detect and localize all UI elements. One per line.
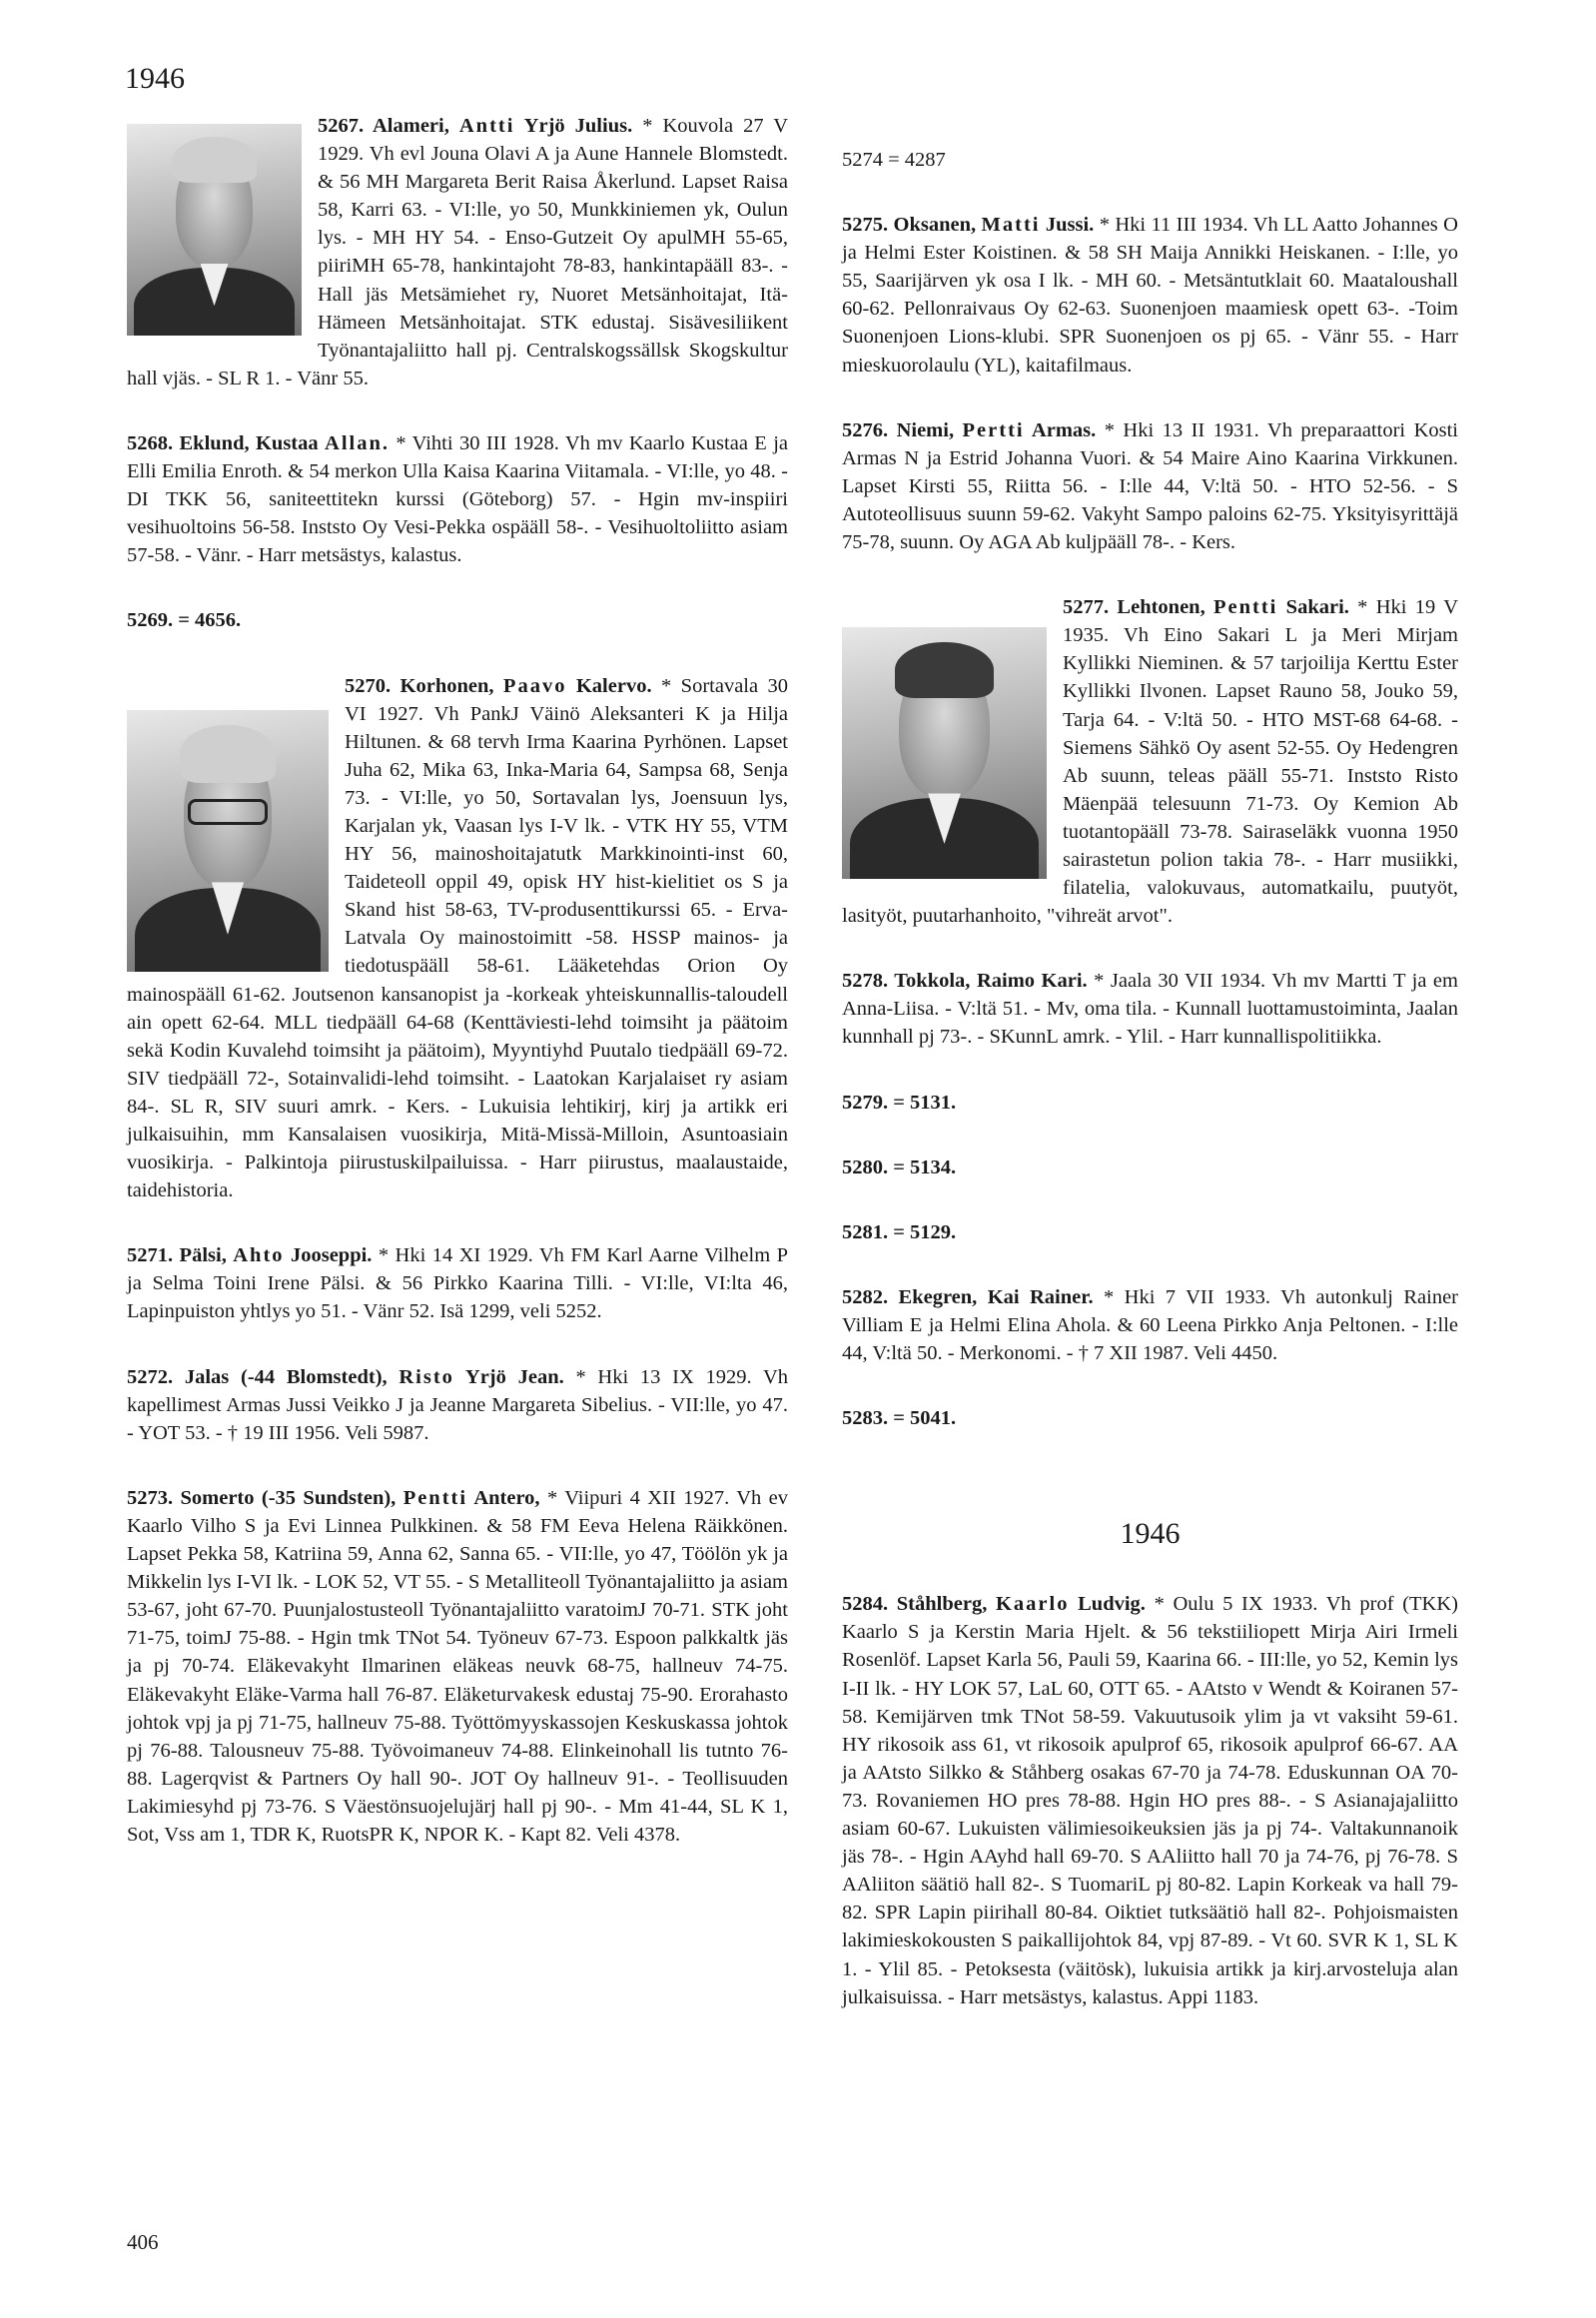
entry-given-name: Antti <box>458 115 515 137</box>
entry-heading: 5280. = 5134. <box>842 1156 957 1178</box>
entry-heading: 5276. Niemi, <box>842 418 963 441</box>
entry-heading-rest: Armas. <box>1024 418 1097 441</box>
entry-given-name: Ahto <box>233 1244 285 1267</box>
entry-heading-rest: Yrjö Jean. <box>453 1365 564 1388</box>
entry-5267 <box>127 112 788 392</box>
page-number: 406 <box>127 2230 159 2254</box>
entry-5269 <box>127 606 788 634</box>
entry-heading-rest: Sakari. <box>1277 596 1349 619</box>
entry-heading: 5284. Ståhlberg, <box>842 1593 996 1616</box>
entry-text: * Hki 14 XI 1929. Vh FM Karl Aarne Vilhelm P ja Selma Toini Irene Pälsi. & 56 Pirkko Kaarina Tilli. - VI:lle, VI:lta 46, Lapinpuiston yhtlys yo 51. - Vänr 52. Isä 1299, veli 5252. <box>127 1244 788 1323</box>
entry-5272 <box>127 1363 788 1447</box>
entry-heading: 5267. Alameri, <box>318 115 459 137</box>
entry-given-name: Paavo <box>502 674 567 697</box>
right-column <box>842 146 1458 2048</box>
entry-text: * Hki 13 II 1931. Vh preparaattori Kosti Armas N ja Estrid Johanna Vuori. & 54 Maire Aino Kaarina Virkkunen. Lapset Kirsti 55, Riitta 56. - I:lle 44, V:ltä 50. - HTO 52-56. - S Autoteollisuus suunn 59-62. Vakyht Sampo paloins 62-75. Yksityisyrittäjä 75-78, suunn. Oy AGA Ab kuljpääll 78-. - Kers. <box>842 418 1458 554</box>
entry-5275 <box>842 211 1458 380</box>
entry-heading-rest: Jussi. <box>1040 214 1095 237</box>
entry-heading-rest: Ludvig. <box>1069 1593 1146 1616</box>
entry-given-name: Pertti <box>962 418 1025 441</box>
entry-heading: 5272. Jalas (-44 Blomstedt), <box>127 1365 399 1388</box>
entry-heading-rest: Antero, <box>467 1486 540 1509</box>
portrait-photo <box>127 124 302 336</box>
entry-heading: 5270. Korhonen, <box>345 674 503 697</box>
entry-text: * Hki 7 VII 1933. Vh autonkulj Rainer Villiam E ja Helmi Elina Ahola. & 60 Leena Pirkko Anja Peltonen. - I:lle 44, V:ltä 50. - Merkonomi. - † 7 XII 1987. Veli 4450. <box>842 1285 1459 1364</box>
entry-heading: 5278. Tokkola, Raimo Kari. <box>842 970 1088 993</box>
entry-5274 <box>842 146 1458 174</box>
entry-given-name: Matti <box>981 214 1041 237</box>
entry-given-name: Pentti <box>1213 596 1278 619</box>
entry-text: * Vihti 30 III 1928. Vh mv Kaarlo Kustaa E ja Elli Emilia Enroth. & 54 merkon Ulla Kaisa Kaarina Viitamala. - VI:lle, yo 48. - DI TKK 56, saniteettitekn kurssi (Göteborg) 57. - Hgin mv-inspiiri vesihuoltoins 56-58. Inststo Oy Vesi-Pekka ospääll 58-. - Vesihuoltoliitto asiam 57-58. - Vänr. - Harr metsästys, kalastus. <box>127 431 789 567</box>
entry-heading: 5281. = 5129. <box>842 1220 957 1243</box>
entry-5279 <box>842 1089 1458 1117</box>
entry-heading-rest: Jooseppi. <box>284 1244 373 1267</box>
entry-heading: 5273. Somerto (-35 Sundsten), <box>127 1486 403 1509</box>
entry-5278 <box>842 967 1458 1051</box>
entry-heading: 5282. Ekegren, Kai Rainer. <box>842 1285 1094 1308</box>
entry-heading: 5279. = 5131. <box>842 1091 957 1114</box>
entry-heading: 5275. Oksanen, <box>842 214 982 237</box>
portrait-photo <box>842 627 1047 879</box>
entry-5283 <box>842 1404 1458 1432</box>
page-year-header: 1946 <box>125 62 185 95</box>
entry-given-name: Risto <box>399 1365 454 1388</box>
entry-text: * Kouvola 27 V 1929. Vh evl Jouna Olavi A ja Aune Hannele Blomstedt. & 56 MH Margareta Berit Raisa Åkerlund. Lapset Raisa 58, Karri 63. - VI:lle, yo 50, Munkkiniemen yk, Oulun lys. - MH HY 54. - Enso-Gutzeit Oy apulMH 55-65, piiriMH 65-78, hankintajoht 78-83, hankintapääll 83-. - Hall jäs Metsämiehet ry, Nuoret Metsänhoitajat, Itä-Hämeen Metsänhoitajat. STK edustaj. Sisävesiliikent Työnantajaliitto hall pj. Centralskogssällsk Skogskultur hall vjäs. - SL R 1. - Vänr 55. <box>127 115 789 389</box>
entry-text: * Hki 19 V 1935. Vh Eino Sakari L ja Meri Mirjam Kyllikki Nieminen. & 57 tarjoilija Kerttu Ester Kyllikki Ilvonen. Lapset Rauno 58, Jouko 59, Tarja 64. - V:ltä 50. - HTO MST-68 64-68. - Siemens Sähkö Oy asent 52-55. Oy Hedengren Ab suunn, teleas pääll 55-71. Inststo Risto Mäenpää telesuunn 71-73. Oy Kemion Ab tuotantopääll 73-78. Sairaseläkk vuonna 1950 sairastetun polion takia 78-. - Harr musiikki, filatelia, valokuvaus, automatkailu, puutyöt, lasityöt, puutarhanhoito, "vihreät arvot". <box>842 596 1458 928</box>
entry-heading-rest: Kalervo. <box>566 674 652 697</box>
entry-heading: 5274 = 4287 <box>842 149 946 171</box>
entry-5271 <box>127 1241 788 1325</box>
left-column <box>127 112 788 1886</box>
entry-given-name: Pentti <box>402 1486 468 1509</box>
entry-text: * Oulu 5 IX 1933. Vh prof (TKK) Kaarlo S ja Kerstin Maria Hjelt. & 56 tekstiiliopett Mirja Airi Irmeli Rosenlöf. Lapset Karla 56, Pauli 59, Kaarina 66. - III:lle, yo 52, Kemin lys I-II lk. - HY LOK 57, LaL 60, OTT 65. - AAtsto v Wendt & Koiranen 57-58. Kemijärven tmk TNot 58-59. Vakuutusoik ylim ja vt vaksiht 59-61. HY rikosoik ass 61, vt rikosoik apulprof 65, rikosoik apulprof 66-67. AA ja AAtsto Silkko & Ståhberg osakas 67-70 ja 74-78. Eduskunnan OA 70-73. Rovaniemen HO pres 78-88. Hgin HO pres 88-. - S Asianajajaliitto asiam 60-67. Lukuisten välimiesoikeuksien jäs ja pj 74-. Valtakunnanoik jäs 78-. - Hgin AAyhd hall 69-70. S AAliitto hall 70 ja 74-76, pj 76-78. S AAliiton säätiö hall 82-. S TuomariL pj 80-82. Lapin Korkeak va hall 79-82. SPR Lapin piirihall 80-84. Oiktiet tutksäätiö hall 82-. Pohjoismaisten lakimieskokousten S paikallijohtok 84, vpj 87-89. - Vt 60. SVR K 1, SL K 1. - Ylil 85. - Petoksesta (väitösk), lukuisia artikk ja kirj.arvosteluja alan julkaisuissa. - Harr metsästys, kalastus. Appi 1183. <box>842 1593 1458 2008</box>
entry-text: * Viipuri 4 XII 1927. Vh ev Kaarlo Vilho S ja Evi Linnea Pulkkinen. & 58 FM Eeva Helena Räikkönen. Lapset Pekka 58, Katriina 59, Anna 62, Sanna 65. - VII:lle, yo 47, Töölön yk ja Mikkelin lys I-VI lk. - LOK 52, VT 55. - S Metalliteoll Työnantajaliitto ja asiam 53-67, joht 67-70. Puunjalostusteoll Työnantajaliitto varatoimJ 70-71. STK joht 71-75, toimJ 75-88. - Hgin tmk TNot 54. Työneuv 67-73. Espoon palkkaltk jäs ja pj 70-74. Eläkevakyht Ilmarinen eläkeas neuvk 68-75, hallneuv 74-75. Eläkevakyht Eläke-Varma hall 76-87. Eläketurvakesk edustaj 75-90. Erorahasto johtok vpj ja pj 71-75, hallneuv 75-88. Työttömyyskassojen Keskuskassa johtok pj 76-88. Talousneuv 75-88. Työvoimaneuv 74-88. Elinkeinohall lis tutnto 76-88. Lagerqvist & Partners Oy hall 90-. JOT Oy hallneuv 91-. - Teollisuuden Lakimiesyhd pj 73-76. S Väestönsuojelujärj hall pj 90-. - Mm 41-44, SL K 1, Sot, Vss am 1, TDR K, RuotsPR K, NPOR K. - Kapt 82. Veli 4378. <box>127 1486 788 1846</box>
entry-text: * Sortavala 30 VI 1927. Vh PankJ Väinö Aleksanteri K ja Hilja Hiltunen. & 68 tervh Irma Kaarina Pyrhönen. Lapset Juha 62, Mika 63, Inka-Maria 64, Sampsa 68, Senja 73. - VI:lle, yo 50, Sortavalan lys, Joensuun lys, Karjalan yk, Vaasan lys I-V lk. - VTK HY 55, VTM HY 56, mainoshoitajatutk Markkinointi-inst 60, Taideteoll oppil 49, opisk HY hist-kielitiet os S ja Skand hist 58-63, TV-produsenttikurssi 65. - Erva-Latvala Oy mainostoimitt -58. HSSP mainos- ja tiedotuspääll 58-61. Lääketehdas Orion Oy mainospääll 61-62. Joutsenon kansanopist ja -korkeak yhteiskunnallis-taloudell ain opett 62-64. MLL tiedpääll 64-68 (Kenttäviesti-lehd toimsiht ja päätoim sekä Kodin Kuvalehd toimsiht ja päätoim), Myyntiyhd Puutalo tiedpääll 69-72. SIV tiedpääll 72-, Sotainvalidi-lehd toimsiht. - Laatokan Karjalaiset ry asiam 84-. SL R, SIV suuri amrk. - Kers. - Lukuisia lehtikirj, kirj ja artikk eri julkaisuihin, mm Kansalaisen vuosikirja, Mitä-Missä-Milloin, Asuntoasiain vuosikirja. - Palkintoja piirustuskilpailuissa. - Harr piirustus, maalaustaide, taidehistoria. <box>127 674 788 1202</box>
entry-heading: 5277. Lehtonen, <box>1063 596 1213 619</box>
section-year-heading: 1946 <box>1120 1517 1181 1551</box>
entry-heading: 5271. Pälsi, <box>127 1244 234 1267</box>
entry-5281 <box>842 1218 1458 1246</box>
entry-text: * Hki 13 IX 1929. Vh kapellimest Armas Jussi Veikko J ja Jeanne Margareta Sibelius. - VII:lle, yo 47. - YOT 53. - † 19 III 1956. Veli 5987. <box>127 1365 788 1444</box>
entry-heading: 5283. = 5041. <box>842 1407 957 1430</box>
entry-5280 <box>842 1154 1458 1181</box>
entry-5284 <box>842 1590 1458 2010</box>
entry-given-name: Allan. <box>325 431 391 454</box>
entry-heading-rest: Yrjö Julius. <box>514 115 633 137</box>
entry-5282 <box>842 1283 1458 1367</box>
entry-heading: 5269. = 4656. <box>127 609 242 632</box>
entry-5268 <box>127 429 788 569</box>
entry-5270 <box>127 672 788 1205</box>
entry-text: * Jaala 30 VII 1934. Vh mv Martti T ja em Anna-Liisa. - V:ltä 51. - Mv, oma tila. - Kunnall luottamustoiminta, Jaalan kunnhall pj 73-. - SKunnL amrk. - Ylil. - Harr kunnallispolitiikka. <box>842 970 1458 1049</box>
entry-text: * Hki 11 III 1934. Vh LL Aatto Johannes O ja Helmi Ester Koistinen. & 58 SH Maija Annikki Heiskanen. - I:lle, yo 55, Saarijärven yk osa I lk. - MH 60. - Metsäntutklait 60. Maataloushall 60-62. Pellonraivaus Oy 62-63. Suonenjoen maamiesk opett 63-. -Toim Suonenjoen Lions-klubi. SPR Suonenjoen os pj 65. - Vänr 55. - Harr mieskuorolaulu (YL), kaitafilmaus. <box>842 214 1458 377</box>
entry-heading: 5268. Eklund, Kustaa <box>127 431 326 454</box>
entry-5273 <box>127 1484 788 1849</box>
entry-5276 <box>842 416 1458 556</box>
entry-given-name: Kaarlo <box>995 1593 1070 1616</box>
entry-5277 <box>842 593 1458 930</box>
portrait-photo <box>127 710 329 972</box>
